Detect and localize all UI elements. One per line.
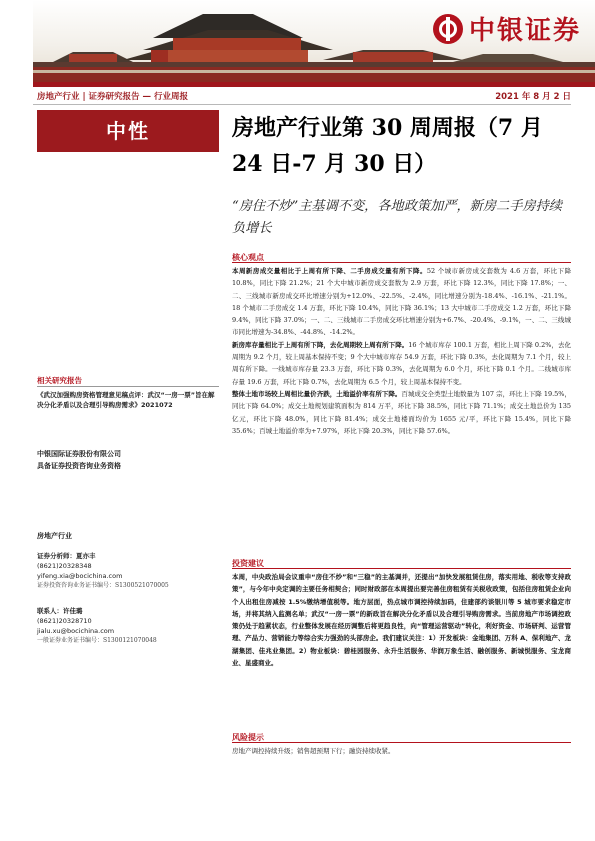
risk-heading: 风险提示 [232,733,264,742]
breadcrumb: 房地产行业 | 证券研究报告 — 行业周报 [37,92,188,102]
related-report-item[interactable]: 《武汉加强购房资格管理意见稿点评：武汉“一房一票”旨在解决分化矛盾以及合理引导购房需求》2021072 [37,391,215,409]
analyst-block [37,551,219,591]
paragraph-land: 整体土地市场较上周相比量价齐跌，土地溢价率有所下降。百城成交全类型土地数量为 107 宗，环比上下降 19.5%，同比下降 64.0%；成交土地规划建筑面积为 814 万平，环比下降 38.5%，同比下降 71.1%；成交土地总价为 135 亿元，环比下降 48.0%，同比下降 81.4%；成交土地楼面均价为 1655 元/平，环比下降 15.4%，同比下降 35.6%；百城土地溢价率为+7.97%，环比下降 20.3%，同比下降 57.6%。 [232,389,571,435]
header-divider [33,82,595,87]
investment-rule [232,568,571,569]
core-view-rule [232,262,571,263]
risk-rule [232,742,571,743]
contact-label: 联系人： [37,607,63,615]
industry-label: 房地产行业 [37,532,72,540]
risk-body: 房地产调控持续升级；销售超预期下行；融资持续收紧。 [232,747,395,755]
brand-name: 中银证券 [468,16,581,46]
bank-logo-icon [433,14,463,44]
header-banner [33,0,595,82]
report-date: 2021 年 8 月 2 日 [495,92,571,102]
report-subheader [33,88,571,102]
contact-phone: (8621)20328710 [37,617,92,625]
investment-heading: 投资建议 [232,559,264,568]
analyst-label: 证券分析师： [37,552,76,560]
analyst-cert: 证券投资咨询业务证书编号：S1300521070005 [37,582,169,589]
report-subtitle: “房住不炒”主基调不变，各地政策加严，新房二手房持续负增长 [232,199,562,236]
company-qualification: 具备证券投资咨询业务资格 [37,462,121,470]
contact-block [37,606,219,646]
report-title: 房地产行业第 30 周周报（7 月 24 日-7 月 30 日） [232,115,543,177]
core-view-heading: 核心观点 [232,253,264,262]
company-name: 中银国际证券股份有限公司 [37,450,121,458]
rating-badge: 中性 [37,110,219,152]
contact-name: 许佳璐 [63,607,83,615]
analyst-name: 夏亦丰 [76,552,96,560]
company-info [37,448,219,472]
brand-logo [433,10,581,47]
core-view-body [232,265,571,437]
contact-email[interactable]: jialu.xu@bocichina.com [37,627,115,635]
paragraph-sales: 本周新房成交量相比于上周有所下降、二手房成交量有所下降。52 个城市新房成交套数为 4.6 万套，环比下降 10.8%，同比下降 21.2%；21 个大中城市新房成交套数为 2.9 万套，环比下降 12.3%，同比下降 17.8%；一、二、三线城市新房成交环比增速分别为+12.0%、-22.5%、-2.4%，同比增速分别为-18.4%、-16.1%、-21.1%。18 个城市二手房成交 1.4 万套，环比下降 10.4%，同比下降 36.1%；13 大中城市二手房成交 1.2 万套，环比下降 9.4%，同比下降 37.0%；一、二、三线城市二手房成交环比增速分别为+6.7%、-20.4%、-9.1%，一、二、三线城市同比增速为-34.8%、-44.8%、-14.2%。 [232,267,571,337]
related-reports-rule [37,386,219,387]
analyst-email[interactable]: yifeng.xia@bocichina.com [37,572,123,580]
subheader-rule [33,104,571,105]
contact-cert: 一般证券业务证书编号：S1300121070048 [37,637,157,644]
related-reports-heading: 相关研究报告 [37,376,82,385]
paragraph-inventory: 新房库存量相比于上周有所下降，去化周期较上周有所下降。16 个城市库存 100.1 万套，相比上周下降 0.2%，去化周期为 9.2 个月，较上周基本保持不变；9 个大中城市库存 54.9 万套，环比下降 0.3%，去化周期为 7.1 个月，较上周有所下降。一线城市库存量 23.3 万套，环比下降 0.3%，去化周期为 6.0 个月，环比下降 0.1 个月。二线城市库存量 19.6 万套，环比下降 0.7%，去化周期为 6.5 个月，较上周基本保持不变。 [232,340,571,386]
investment-body: 本周，中央政治局会议重申“房住不炒”和“三稳”的主基调并，还提出“加快发展租赁住房，落实用地、税收等支持政策”，与今年中央定调的主要任务相契合；同时财政部在本周提出要完善住房租赁有关税收政策，包括住房租赁企业向个人出租住房减按 1.5%缴纳增值税等。地方层面，热点城市调控持续加码，住建部约谈银川等 5 城市要求稳定市场，并将其纳入监测名单；武汉“一房一票”的新政旨在解决分化矛盾以及合理引导购房需求。当前房地产市场调控政策仍处于趋紧状态，行业整体发展在经历调整后将更趋良性，向“管理运营驱动”转化，利好资金、市场研判、运营管理、产品力、营销能力等综合实力强劲的头部房企。我们建议关注：1）开发板块：金地集团、万科 A、保利地产、龙湖集团、佳兆业集团。2）物业板块：碧桂园服务、永升生活服务、华润万象生活、融创服务、新城悦服务、宝龙商业、星盛商业。 [232,573,571,668]
analyst-phone: (8621)20328348 [37,562,92,570]
